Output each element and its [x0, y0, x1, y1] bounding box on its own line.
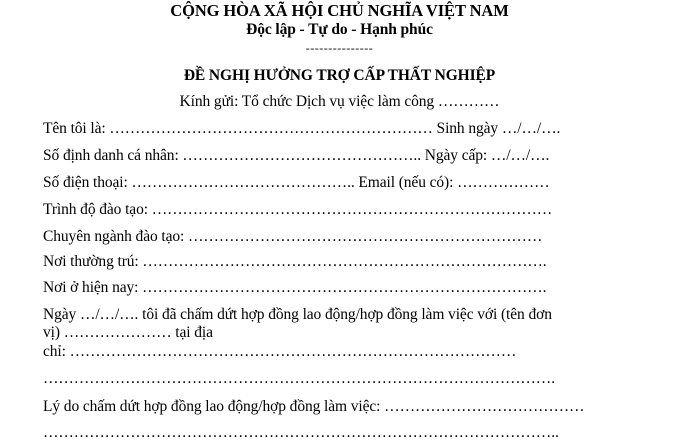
id-number-field: Số định danh cá nhân: ……………………………………….. Ngày cấp: …/…/….: [43, 147, 550, 164]
termination-line-4: ……………………………………………………………………………………….: [43, 370, 555, 387]
permanent-residence-field: Nơi thường trú: …………………………………………………………………….: [43, 253, 547, 270]
document-title: ĐỀ NGHỊ HƯỞNG TRỢ CẤP THẤT NGHIỆP: [183, 67, 496, 84]
termination-line-3: chỉ: ……………………………………………………………………………: [43, 343, 517, 360]
phone-field: Số điện thoại: …………………………………….. Email (nếu có): ………………: [43, 174, 550, 191]
recipient-line: Kính gửi: Tổ chức Dịch vụ việc làm công …………: [179, 93, 500, 110]
country-header: CỘNG HÒA XÃ HỘI CHỦ NGHĨA VIỆT NAM: [170, 1, 509, 20]
name-field: Tên tôi là: ……………………………………………………… Sinh ngày …/…/….: [43, 120, 561, 137]
termination-line-2: vị) ………………… tại địa: [43, 324, 213, 341]
termination-line-1: Ngày …/…/…. tôi đã chấm dứt hợp đồng lao động/hợp đồng làm việc với (tên đơn: [43, 306, 552, 323]
reason-continued-line: ………………………………………………………………………………………..: [43, 424, 559, 441]
divider: ---------------: [305, 41, 374, 55]
current-residence-field: Nơi ở hiện nay: …………………………………………………………………….: [43, 279, 547, 296]
reason-field: Lý do chấm dứt hợp đồng lao động/hợp đồng làm việc: …………………………………: [43, 398, 585, 415]
education-field: Trình độ đào tạo: ……………………………………………………………………: [43, 201, 553, 218]
motto: Độc lập - Tự do - Hạnh phúc: [246, 21, 433, 38]
major-field: Chuyên ngành đào tạo: ……………………………………………………………: [43, 228, 543, 245]
